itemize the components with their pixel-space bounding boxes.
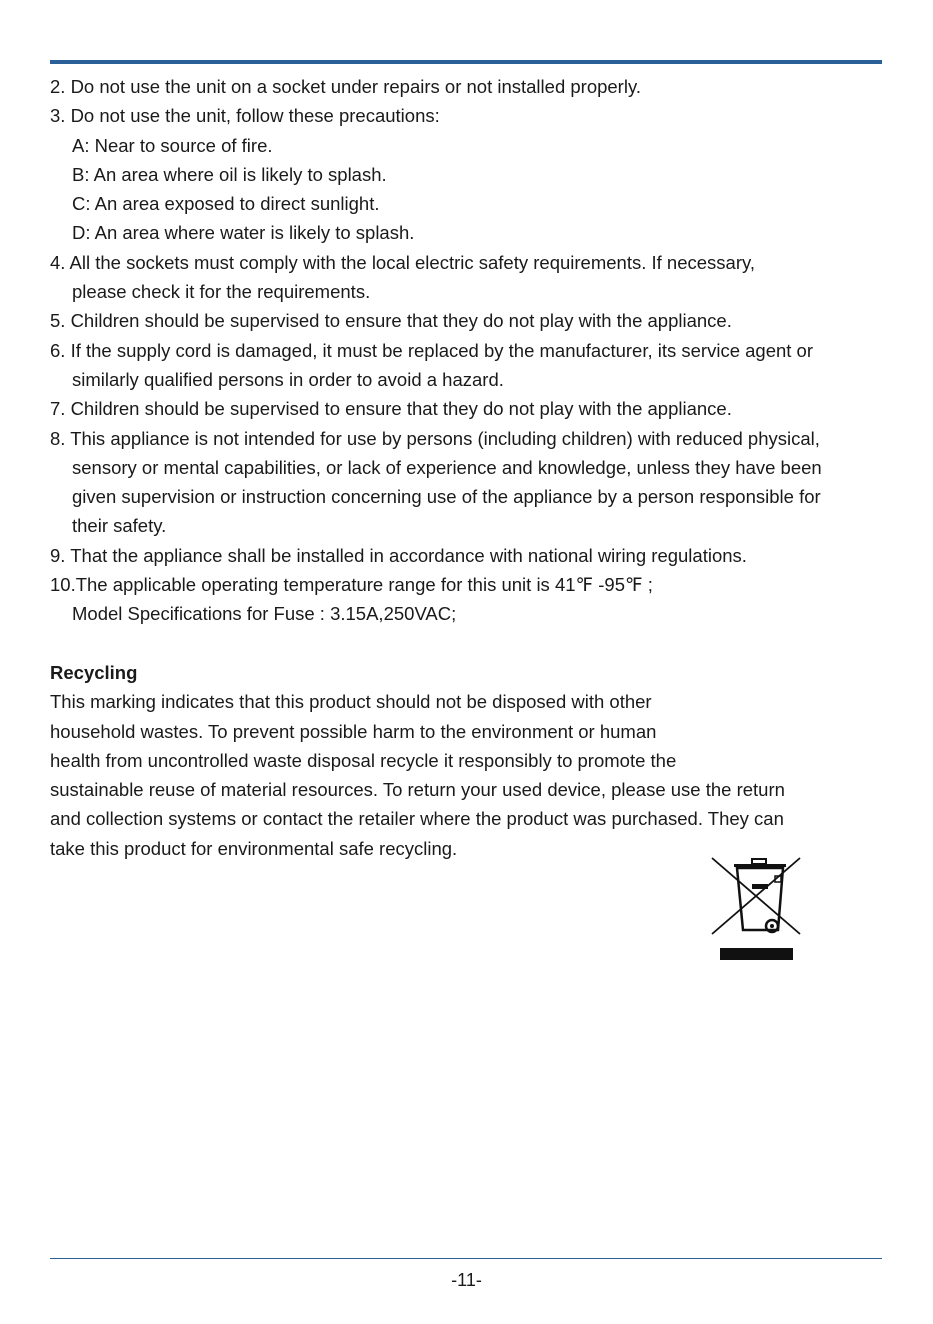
list-item — [50, 131, 890, 160]
recycling-line: sustainable reuse of material resources. To return your used device, please use the return — [50, 779, 785, 801]
list-item — [50, 394, 890, 423]
list-item-line: 6. If the supply cord is damaged, it must be replaced by the manufacturer, its service agent or — [50, 339, 814, 361]
list-item-line: 5. Children should be supervised to ensure that they do not play with the appliance. — [50, 310, 732, 332]
page-content — [50, 72, 890, 863]
list-item — [50, 248, 890, 307]
recycling-line: This marking indicates that this product should not be disposed with other — [50, 691, 652, 713]
list-item — [50, 306, 890, 335]
list-item-line: 9. That the appliance shall be installed in accordance with national wiring regulations. — [50, 544, 747, 566]
header-rule — [50, 60, 882, 64]
list-item-line: given supervision or instruction concerning use of the appliance by a person responsible for — [72, 486, 821, 508]
section-spacer — [50, 629, 890, 658]
recycling-heading: Recycling — [50, 661, 138, 683]
list-item-line: their safety. — [72, 515, 167, 537]
recycling-line: health from uncontrolled waste disposal recycle it responsibly to promote the — [50, 749, 677, 771]
recycling-paragraph — [50, 687, 890, 863]
list-item-line: 8. This appliance is not intended for use by persons (including children) with reduced physical, — [50, 427, 820, 449]
footer-rule — [50, 1258, 882, 1259]
list-item-line: please check it for the requirements. — [72, 281, 371, 303]
list-item-line: 2. Do not use the unit on a socket under repairs or not installed properly. — [50, 76, 641, 97]
list-item — [50, 72, 890, 101]
list-item — [50, 599, 890, 628]
list-item-line: A: Near to source of fire. — [72, 134, 273, 156]
list-item — [50, 218, 890, 247]
list-item-line: Model Specifications for Fuse : 3.15A,250VAC; — [72, 603, 457, 625]
list-item — [50, 189, 890, 218]
page-number: -11- — [451, 1270, 482, 1290]
recycling-line: take this product for environmental safe recycling. — [50, 837, 458, 859]
list-item — [50, 101, 890, 130]
list-item — [50, 336, 890, 395]
crossed-out-wheelie-bin-icon — [708, 856, 804, 962]
list-item-line: similarly qualified persons in order to avoid a hazard. — [72, 368, 504, 390]
list-item — [50, 160, 890, 189]
list-item-line: D: An area where water is likely to splash. — [72, 222, 415, 244]
recycling-line: and collection systems or contact the retailer where the product was purchased. They can — [50, 808, 784, 830]
list-item-line: 7. Children should be supervised to ensure that they do not play with the appliance. — [50, 398, 732, 420]
recycling-line: household wastes. To prevent possible harm to the environment or human — [50, 720, 657, 742]
list-item-line: 3. Do not use the unit, follow these precautions: — [50, 105, 440, 127]
list-item-line: sensory or mental capabilities, or lack of experience and knowledge, unless they have been — [72, 456, 822, 478]
list-item — [50, 541, 890, 570]
list-item-line: B: An area where oil is likely to splash. — [72, 163, 387, 185]
list-item-line: 10.The applicable operating temperature range for this unit is 41℉ -95℉ ; — [50, 574, 653, 596]
list-item — [50, 570, 890, 599]
list-item-line: C: An area exposed to direct sunlight. — [72, 193, 380, 215]
list-item — [50, 424, 890, 541]
list-item-line: 4. All the sockets must comply with the local electric safety requirements. If necessary, — [50, 251, 755, 273]
safety-instructions-list — [50, 72, 890, 629]
